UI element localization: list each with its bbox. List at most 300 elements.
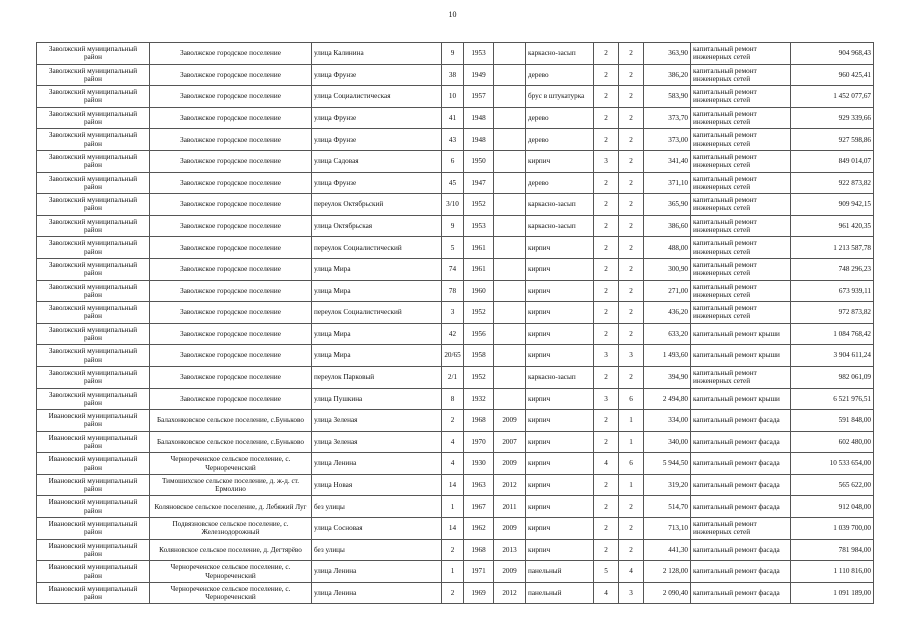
settlement-cell: Заволжское городское поселение [150, 43, 312, 65]
built-year-cell: 1967 [464, 496, 494, 518]
built-year-cell: 1932 [464, 388, 494, 410]
work-type-cell: капитальный ремонт инженерных сетей [691, 107, 791, 129]
wall-material-cell: кирпич [526, 280, 594, 302]
table-row [37, 302, 874, 324]
settlement-cell: Заволжское городское поселение [150, 280, 312, 302]
wall-material-cell: брус в штукатурка [526, 86, 594, 108]
renovation-year-cell [494, 150, 526, 172]
settlement-cell: Балахонковское сельское поселение, с.Буньково [150, 431, 312, 453]
settlement-cell: Чернореченское сельское поселение, с. Чернореченский [150, 582, 312, 604]
work-type-cell: капитальный ремонт инженерных сетей [691, 366, 791, 388]
renovation-year-cell [494, 280, 526, 302]
house-number-cell: 74 [442, 258, 464, 280]
cost-cell: 781 984,00 [791, 539, 874, 561]
cost-cell: 1 213 587,78 [791, 237, 874, 259]
house-number-cell: 38 [442, 64, 464, 86]
renovation-year-cell [494, 129, 526, 151]
built-year-cell: 1968 [464, 410, 494, 432]
renovation-year-cell: 2009 [494, 561, 526, 583]
floors-cell: 2 [594, 323, 619, 345]
house-number-cell: 8 [442, 388, 464, 410]
table-row [37, 561, 874, 583]
district-cell: Заволжский муниципальный район [37, 150, 150, 172]
renovation-year-cell [494, 388, 526, 410]
table-row [37, 129, 874, 151]
settlement-cell: Заволжское городское поселение [150, 129, 312, 151]
built-year-cell: 1952 [464, 302, 494, 324]
entrances-cell: 2 [619, 64, 644, 86]
cost-cell: 904 968,43 [791, 43, 874, 65]
district-cell: Заволжский муниципальный район [37, 237, 150, 259]
table-row [37, 474, 874, 496]
cost-cell: 929 339,66 [791, 107, 874, 129]
area-cell: 340,00 [644, 431, 691, 453]
wall-material-cell: каркасно-засып [526, 366, 594, 388]
floors-cell: 2 [594, 539, 619, 561]
area-cell: 436,20 [644, 302, 691, 324]
cost-cell: 960 425,41 [791, 64, 874, 86]
cost-cell: 602 480,00 [791, 431, 874, 453]
house-number-cell: 3/10 [442, 194, 464, 216]
table-row [37, 86, 874, 108]
area-cell: 713,10 [644, 518, 691, 540]
wall-material-cell: кирпич [526, 345, 594, 367]
work-type-cell: капитальный ремонт инженерных сетей [691, 518, 791, 540]
district-cell: Заволжский муниципальный район [37, 194, 150, 216]
table-row [37, 366, 874, 388]
street-cell: улица Сосновая [312, 518, 442, 540]
street-cell: улица Мира [312, 345, 442, 367]
district-cell: Ивановский муниципальный район [37, 474, 150, 496]
district-cell: Ивановский муниципальный район [37, 582, 150, 604]
entrances-cell: 2 [619, 215, 644, 237]
settlement-cell: Заволжское городское поселение [150, 388, 312, 410]
wall-material-cell: кирпич [526, 431, 594, 453]
built-year-cell: 1930 [464, 453, 494, 475]
area-cell: 319,20 [644, 474, 691, 496]
area-cell: 583,90 [644, 86, 691, 108]
built-year-cell: 1960 [464, 280, 494, 302]
district-cell: Заволжский муниципальный район [37, 43, 150, 65]
settlement-cell: Заволжское городское поселение [150, 302, 312, 324]
entrances-cell: 2 [619, 302, 644, 324]
settlement-cell: Заволжское городское поселение [150, 366, 312, 388]
house-number-cell: 43 [442, 129, 464, 151]
cost-cell: 10 533 654,00 [791, 453, 874, 475]
wall-material-cell: панельный [526, 582, 594, 604]
settlement-cell: Заволжское городское поселение [150, 194, 312, 216]
table-row [37, 64, 874, 86]
floors-cell: 2 [594, 172, 619, 194]
area-cell: 271,00 [644, 280, 691, 302]
area-cell: 488,00 [644, 237, 691, 259]
house-number-cell: 4 [442, 453, 464, 475]
settlement-cell: Заволжское городское поселение [150, 107, 312, 129]
wall-material-cell: дерево [526, 64, 594, 86]
renovation-year-cell: 2009 [494, 410, 526, 432]
wall-material-cell: кирпич [526, 410, 594, 432]
settlement-cell: Заволжское городское поселение [150, 237, 312, 259]
floors-cell: 3 [594, 388, 619, 410]
built-year-cell: 1969 [464, 582, 494, 604]
district-cell: Заволжский муниципальный район [37, 345, 150, 367]
table-row [37, 496, 874, 518]
area-cell: 2 090,40 [644, 582, 691, 604]
street-cell: улица Пушкина [312, 388, 442, 410]
table-row [37, 194, 874, 216]
area-cell: 365,90 [644, 194, 691, 216]
street-cell: переулок Социалистический [312, 302, 442, 324]
work-type-cell: капитальный ремонт инженерных сетей [691, 237, 791, 259]
renovation-year-cell [494, 258, 526, 280]
built-year-cell: 1948 [464, 107, 494, 129]
work-type-cell: капитальный ремонт фасада [691, 582, 791, 604]
cost-cell: 6 521 976,51 [791, 388, 874, 410]
house-number-cell: 4 [442, 431, 464, 453]
district-cell: Заволжский муниципальный район [37, 172, 150, 194]
area-cell: 341,40 [644, 150, 691, 172]
wall-material-cell: кирпич [526, 237, 594, 259]
floors-cell: 5 [594, 561, 619, 583]
renovation-year-cell [494, 107, 526, 129]
work-type-cell: капитальный ремонт инженерных сетей [691, 64, 791, 86]
table-row [37, 43, 874, 65]
area-cell: 2 128,00 [644, 561, 691, 583]
entrances-cell: 2 [619, 86, 644, 108]
settlement-cell: Чернореченское сельское поселение, с. Чернореченский [150, 453, 312, 475]
district-cell: Ивановский муниципальный район [37, 561, 150, 583]
entrances-cell: 3 [619, 345, 644, 367]
cost-cell: 849 014,07 [791, 150, 874, 172]
work-type-cell: капитальный ремонт крыши [691, 345, 791, 367]
cost-cell: 961 420,35 [791, 215, 874, 237]
renovation-year-cell: 2011 [494, 496, 526, 518]
settlement-cell: Заволжское городское поселение [150, 258, 312, 280]
house-number-cell: 6 [442, 150, 464, 172]
entrances-cell: 1 [619, 474, 644, 496]
renovation-year-cell [494, 64, 526, 86]
work-type-cell: капитальный ремонт инженерных сетей [691, 172, 791, 194]
built-year-cell: 1961 [464, 258, 494, 280]
settlement-cell: Чернореченское сельское поселение, с. Чернореченский [150, 561, 312, 583]
cost-cell: 673 939,11 [791, 280, 874, 302]
built-year-cell: 1962 [464, 518, 494, 540]
work-type-cell: капитальный ремонт фасада [691, 453, 791, 475]
floors-cell: 3 [594, 345, 619, 367]
table-row [37, 410, 874, 432]
street-cell: переулок Октябрьский [312, 194, 442, 216]
settlement-cell: Заволжское городское поселение [150, 64, 312, 86]
settlement-cell: Тимошихское сельское поселение, д. ж-д. ст. Ермолино [150, 474, 312, 496]
floors-cell: 2 [594, 64, 619, 86]
district-cell: Заволжский муниципальный район [37, 107, 150, 129]
table-row [37, 518, 874, 540]
entrances-cell: 4 [619, 561, 644, 583]
wall-material-cell: кирпич [526, 539, 594, 561]
built-year-cell: 1971 [464, 561, 494, 583]
work-type-cell: капитальный ремонт инженерных сетей [691, 280, 791, 302]
street-cell: без улицы [312, 496, 442, 518]
work-type-cell: капитальный ремонт фасада [691, 431, 791, 453]
page-number: 10 [448, 10, 457, 19]
area-cell: 2 494,80 [644, 388, 691, 410]
floors-cell: 2 [594, 43, 619, 65]
floors-cell: 2 [594, 215, 619, 237]
entrances-cell: 2 [619, 323, 644, 345]
house-number-cell: 1 [442, 496, 464, 518]
renovation-year-cell [494, 215, 526, 237]
floors-cell: 4 [594, 582, 619, 604]
settlement-cell: Заволжское городское поселение [150, 345, 312, 367]
house-number-cell: 41 [442, 107, 464, 129]
wall-material-cell: каркасно-засып [526, 43, 594, 65]
cost-cell: 1 110 816,00 [791, 561, 874, 583]
entrances-cell: 6 [619, 453, 644, 475]
cost-cell: 912 048,00 [791, 496, 874, 518]
street-cell: улица Садовая [312, 150, 442, 172]
floors-cell: 2 [594, 496, 619, 518]
district-cell: Заволжский муниципальный район [37, 366, 150, 388]
work-type-cell: капитальный ремонт фасада [691, 561, 791, 583]
cost-cell: 748 296,23 [791, 258, 874, 280]
entrances-cell: 2 [619, 150, 644, 172]
street-cell: переулок Парковый [312, 366, 442, 388]
cost-cell: 1 084 768,42 [791, 323, 874, 345]
renovation-year-cell [494, 345, 526, 367]
area-cell: 633,20 [644, 323, 691, 345]
street-cell: улица Зеленая [312, 410, 442, 432]
entrances-cell: 2 [619, 518, 644, 540]
street-cell: улица Фрунзе [312, 129, 442, 151]
cost-cell: 972 873,82 [791, 302, 874, 324]
floors-cell: 2 [594, 86, 619, 108]
street-cell: улица Новая [312, 474, 442, 496]
cost-cell: 1 452 077,67 [791, 86, 874, 108]
district-cell: Заволжский муниципальный район [37, 302, 150, 324]
work-type-cell: капитальный ремонт крыши [691, 388, 791, 410]
wall-material-cell: панельный [526, 561, 594, 583]
renovation-year-cell [494, 366, 526, 388]
wall-material-cell: кирпич [526, 302, 594, 324]
work-type-cell: капитальный ремонт инженерных сетей [691, 302, 791, 324]
table-row [37, 237, 874, 259]
wall-material-cell: дерево [526, 129, 594, 151]
renovation-year-cell [494, 302, 526, 324]
area-cell: 5 944,50 [644, 453, 691, 475]
street-cell: улица Зеленая [312, 431, 442, 453]
work-type-cell: капитальный ремонт инженерных сетей [691, 43, 791, 65]
built-year-cell: 1950 [464, 150, 494, 172]
house-number-cell: 9 [442, 43, 464, 65]
table-row [37, 431, 874, 453]
wall-material-cell: кирпич [526, 474, 594, 496]
street-cell: переулок Социалистический [312, 237, 442, 259]
street-cell: улица Мира [312, 258, 442, 280]
settlement-cell: Подвязновское сельское поселение, с. Железнодорожный [150, 518, 312, 540]
built-year-cell: 1952 [464, 366, 494, 388]
area-cell: 1 493,60 [644, 345, 691, 367]
area-cell: 514,70 [644, 496, 691, 518]
cost-cell: 565 622,00 [791, 474, 874, 496]
district-cell: Ивановский муниципальный район [37, 410, 150, 432]
street-cell: улица Социалистическая [312, 86, 442, 108]
house-number-cell: 2 [442, 582, 464, 604]
renovation-year-cell [494, 43, 526, 65]
house-number-cell: 1 [442, 561, 464, 583]
area-cell: 394,90 [644, 366, 691, 388]
built-year-cell: 1953 [464, 43, 494, 65]
floors-cell: 4 [594, 453, 619, 475]
street-cell: улица Мира [312, 280, 442, 302]
street-cell: без улицы [312, 539, 442, 561]
floors-cell: 2 [594, 194, 619, 216]
work-type-cell: капитальный ремонт инженерных сетей [691, 194, 791, 216]
district-cell: Заволжский муниципальный район [37, 258, 150, 280]
area-cell: 300,90 [644, 258, 691, 280]
wall-material-cell: дерево [526, 172, 594, 194]
street-cell: улица Мира [312, 323, 442, 345]
area-cell: 441,30 [644, 539, 691, 561]
entrances-cell: 1 [619, 410, 644, 432]
entrances-cell: 2 [619, 258, 644, 280]
street-cell: улица Фрунзе [312, 172, 442, 194]
housing-repair-table [36, 42, 874, 604]
built-year-cell: 1948 [464, 129, 494, 151]
wall-material-cell: кирпич [526, 258, 594, 280]
district-cell: Ивановский муниципальный район [37, 496, 150, 518]
street-cell: улица Ленина [312, 561, 442, 583]
wall-material-cell: каркасно-засып [526, 215, 594, 237]
wall-material-cell: кирпич [526, 518, 594, 540]
cost-cell: 909 942,15 [791, 194, 874, 216]
area-cell: 386,60 [644, 215, 691, 237]
built-year-cell: 1958 [464, 345, 494, 367]
house-number-cell: 9 [442, 215, 464, 237]
district-cell: Заволжский муниципальный район [37, 280, 150, 302]
house-number-cell: 20/65 [442, 345, 464, 367]
built-year-cell: 1970 [464, 431, 494, 453]
area-cell: 371,10 [644, 172, 691, 194]
wall-material-cell: дерево [526, 107, 594, 129]
wall-material-cell: кирпич [526, 150, 594, 172]
renovation-year-cell [494, 172, 526, 194]
table-row [37, 582, 874, 604]
floors-cell: 2 [594, 107, 619, 129]
wall-material-cell: кирпич [526, 323, 594, 345]
entrances-cell: 2 [619, 194, 644, 216]
settlement-cell: Заволжское городское поселение [150, 150, 312, 172]
renovation-year-cell: 2013 [494, 539, 526, 561]
renovation-year-cell: 2012 [494, 474, 526, 496]
district-cell: Заволжский муниципальный район [37, 86, 150, 108]
table-row [37, 345, 874, 367]
floors-cell: 2 [594, 129, 619, 151]
cost-cell: 1 091 189,00 [791, 582, 874, 604]
district-cell: Ивановский муниципальный район [37, 518, 150, 540]
street-cell: улица Октябрьская [312, 215, 442, 237]
house-number-cell: 10 [442, 86, 464, 108]
entrances-cell: 1 [619, 431, 644, 453]
street-cell: улица Фрунзе [312, 107, 442, 129]
entrances-cell: 2 [619, 366, 644, 388]
table-row [37, 215, 874, 237]
entrances-cell: 2 [619, 496, 644, 518]
district-cell: Ивановский муниципальный район [37, 453, 150, 475]
house-number-cell: 14 [442, 518, 464, 540]
cost-cell: 1 039 700,00 [791, 518, 874, 540]
built-year-cell: 1957 [464, 86, 494, 108]
floors-cell: 2 [594, 474, 619, 496]
built-year-cell: 1953 [464, 215, 494, 237]
floors-cell: 2 [594, 518, 619, 540]
work-type-cell: капитальный ремонт крыши [691, 323, 791, 345]
floors-cell: 2 [594, 258, 619, 280]
district-cell: Заволжский муниципальный район [37, 64, 150, 86]
area-cell: 363,90 [644, 43, 691, 65]
built-year-cell: 1956 [464, 323, 494, 345]
area-cell: 373,00 [644, 129, 691, 151]
district-cell: Заволжский муниципальный район [37, 388, 150, 410]
floors-cell: 2 [594, 410, 619, 432]
cost-cell: 922 873,82 [791, 172, 874, 194]
district-cell: Заволжский муниципальный район [37, 129, 150, 151]
floors-cell: 2 [594, 431, 619, 453]
table-row [37, 107, 874, 129]
entrances-cell: 2 [619, 107, 644, 129]
built-year-cell: 1963 [464, 474, 494, 496]
work-type-cell: капитальный ремонт инженерных сетей [691, 258, 791, 280]
floors-cell: 2 [594, 280, 619, 302]
entrances-cell: 2 [619, 539, 644, 561]
floors-cell: 2 [594, 366, 619, 388]
entrances-cell: 2 [619, 43, 644, 65]
floors-cell: 2 [594, 302, 619, 324]
floors-cell: 2 [594, 237, 619, 259]
renovation-year-cell: 2007 [494, 431, 526, 453]
work-type-cell: капитальный ремонт фасада [691, 474, 791, 496]
settlement-cell: Балахонковское сельское поселение, с.Буньково [150, 410, 312, 432]
settlement-cell: Заволжское городское поселение [150, 323, 312, 345]
entrances-cell: 3 [619, 582, 644, 604]
table-row [37, 150, 874, 172]
renovation-year-cell: 2012 [494, 582, 526, 604]
cost-cell: 982 061,09 [791, 366, 874, 388]
built-year-cell: 1968 [464, 539, 494, 561]
table-row [37, 280, 874, 302]
work-type-cell: капитальный ремонт инженерных сетей [691, 129, 791, 151]
entrances-cell: 2 [619, 237, 644, 259]
settlement-cell: Коляновское сельское поселение, д. Лебяжий Луг [150, 496, 312, 518]
house-number-cell: 45 [442, 172, 464, 194]
floors-cell: 3 [594, 150, 619, 172]
table-row [37, 172, 874, 194]
entrances-cell: 2 [619, 172, 644, 194]
house-number-cell: 42 [442, 323, 464, 345]
work-type-cell: капитальный ремонт инженерных сетей [691, 86, 791, 108]
district-cell: Ивановский муниципальный район [37, 539, 150, 561]
work-type-cell: капитальный ремонт инженерных сетей [691, 150, 791, 172]
house-number-cell: 2 [442, 539, 464, 561]
table-row [37, 258, 874, 280]
built-year-cell: 1949 [464, 64, 494, 86]
cost-cell: 3 904 611,24 [791, 345, 874, 367]
settlement-cell: Заволжское городское поселение [150, 215, 312, 237]
renovation-year-cell [494, 194, 526, 216]
district-cell: Ивановский муниципальный район [37, 431, 150, 453]
settlement-cell: Коляновское сельское поселение, д. Дегтярёво [150, 539, 312, 561]
table-row [37, 323, 874, 345]
area-cell: 373,70 [644, 107, 691, 129]
